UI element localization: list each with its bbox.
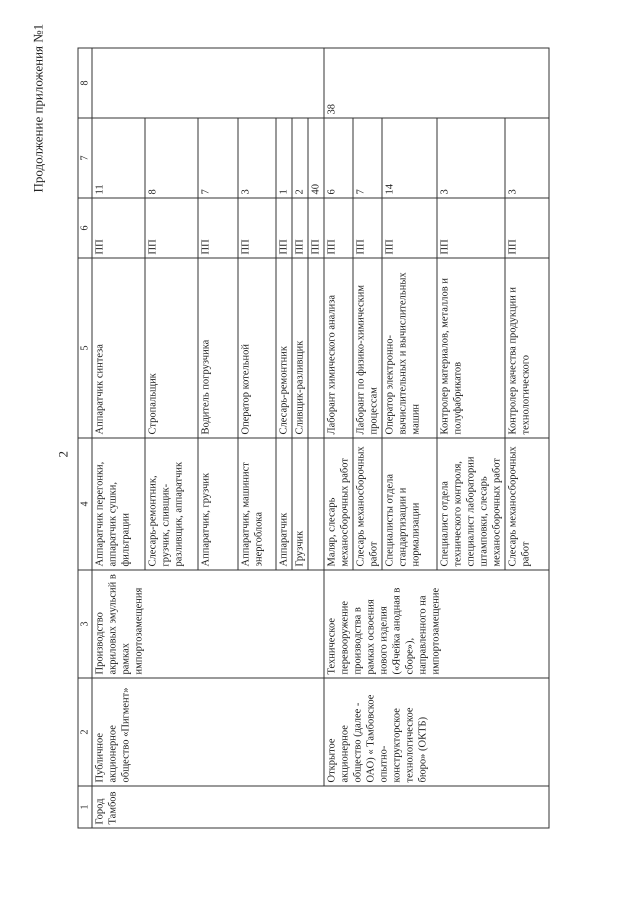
- former-profession-cell: Аппаратчик: [276, 438, 292, 570]
- page-number: 2: [55, 451, 71, 458]
- column-header: 4: [78, 438, 92, 570]
- training-type-cell: ПП: [238, 198, 276, 258]
- column-header: 2: [78, 678, 92, 786]
- new-profession-cell: Сливщик-разливщик: [292, 258, 308, 438]
- training-type-cell: ПП: [353, 198, 382, 258]
- org-name-cell: Публичное акционерное общество «Пигмент»: [92, 678, 324, 786]
- appendix-table: [78, 48, 550, 829]
- column-header: 8: [78, 48, 92, 118]
- rotated-document-page: [1, 0, 640, 905]
- empty-cell: [308, 258, 324, 438]
- org-name-cell: Открытое акционерное общество (далее - ОАО) « Тамбовское опытно-конструкторское технологическое бюро» (ОКТБ): [324, 678, 549, 786]
- new-profession-cell: Лаборант по физико-химическим процессам: [353, 258, 382, 438]
- total-cell: 38: [324, 48, 549, 118]
- training-type-cell: ПП: [505, 198, 549, 258]
- count-cell: 2: [292, 118, 308, 198]
- former-profession-cell: Аппаратчик, машинист энергоблока: [238, 438, 276, 570]
- training-type-cell: ПП: [292, 198, 308, 258]
- former-profession-cell: Маляр, слесарь механосборочных работ: [324, 438, 353, 570]
- former-profession-cell: Слесарь механосборочных работ: [353, 438, 382, 570]
- training-type-cell: ПП: [198, 198, 238, 258]
- new-profession-cell: Водитель погрузчика: [198, 258, 238, 438]
- training-type-cell: ПП: [308, 198, 324, 258]
- former-profession-cell: Аппаратчик перегонки, аппаратчик сушки, фильтрации: [92, 438, 145, 570]
- count-cell: 3: [505, 118, 549, 198]
- activity-cell: Техническое перевооружение производства в рамках освоения нового изделия («Ячейка анодная в сборе»), направленного на импортозамещение: [324, 570, 549, 678]
- new-profession-cell: Лаборант химического анализа: [324, 258, 353, 438]
- empty-cell: [308, 438, 324, 570]
- column-header: 5: [78, 258, 92, 438]
- table-row: [324, 48, 353, 828]
- training-type-cell: ПП: [324, 198, 353, 258]
- training-type-cell: ПП: [92, 198, 145, 258]
- appendix-header: Продолжение приложения №1: [30, 23, 46, 193]
- training-type-cell: ПП: [276, 198, 292, 258]
- count-cell: 6: [324, 118, 353, 198]
- new-profession-cell: Аппаратчик синтеза: [92, 258, 145, 438]
- count-cell: 3: [437, 118, 505, 198]
- new-profession-cell: Оператор котельной: [238, 258, 276, 438]
- former-profession-cell: Слесарь-ремонтник, грузчик, сливщик-разливщик, аппаратчик: [145, 438, 198, 570]
- column-header: 6: [78, 198, 92, 258]
- subtotal-cell: 40: [308, 118, 324, 198]
- former-profession-cell: Аппаратчик, грузчик: [198, 438, 238, 570]
- city-cell: Город Тамбов: [92, 786, 549, 828]
- count-cell: 7: [353, 118, 382, 198]
- new-profession-cell: Стропальщик: [145, 258, 198, 438]
- column-header: 3: [78, 570, 92, 678]
- new-profession-cell: Контролер качества продукции и технологического: [505, 258, 549, 438]
- former-profession-cell: Грузчик: [292, 438, 308, 570]
- column-header-row: [78, 48, 92, 828]
- former-profession-cell: Специалисты отдела стандартизации и нормализации: [382, 438, 437, 570]
- column-header: 1: [78, 786, 92, 828]
- count-cell: 11: [92, 118, 145, 198]
- count-cell: 1: [276, 118, 292, 198]
- empty-cell: [92, 48, 324, 118]
- count-cell: 3: [238, 118, 276, 198]
- former-profession-cell: Специалист отдела технического контроля, специалист лаборатории штамповки, слесарь механосборочных работ: [437, 438, 505, 570]
- column-header: 7: [78, 118, 92, 198]
- training-type-cell: ПП: [145, 198, 198, 258]
- new-profession-cell: Контролер материалов, металлов и полуфабрикатов: [437, 258, 505, 438]
- table-row: [92, 48, 145, 828]
- new-profession-cell: Слесарь-ремонтник: [276, 258, 292, 438]
- count-cell: 8: [145, 118, 198, 198]
- count-cell: 7: [198, 118, 238, 198]
- training-type-cell: ПП: [437, 198, 505, 258]
- new-profession-cell: Оператор электронно-вычислительных и вычислительных машин: [382, 258, 437, 438]
- activity-cell: Производство акриловых эмульсий в рамках импортозамещения: [92, 570, 324, 678]
- former-profession-cell: Слесарь механосборочных работ: [505, 438, 549, 570]
- training-type-cell: ПП: [382, 198, 437, 258]
- count-cell: 14: [382, 118, 437, 198]
